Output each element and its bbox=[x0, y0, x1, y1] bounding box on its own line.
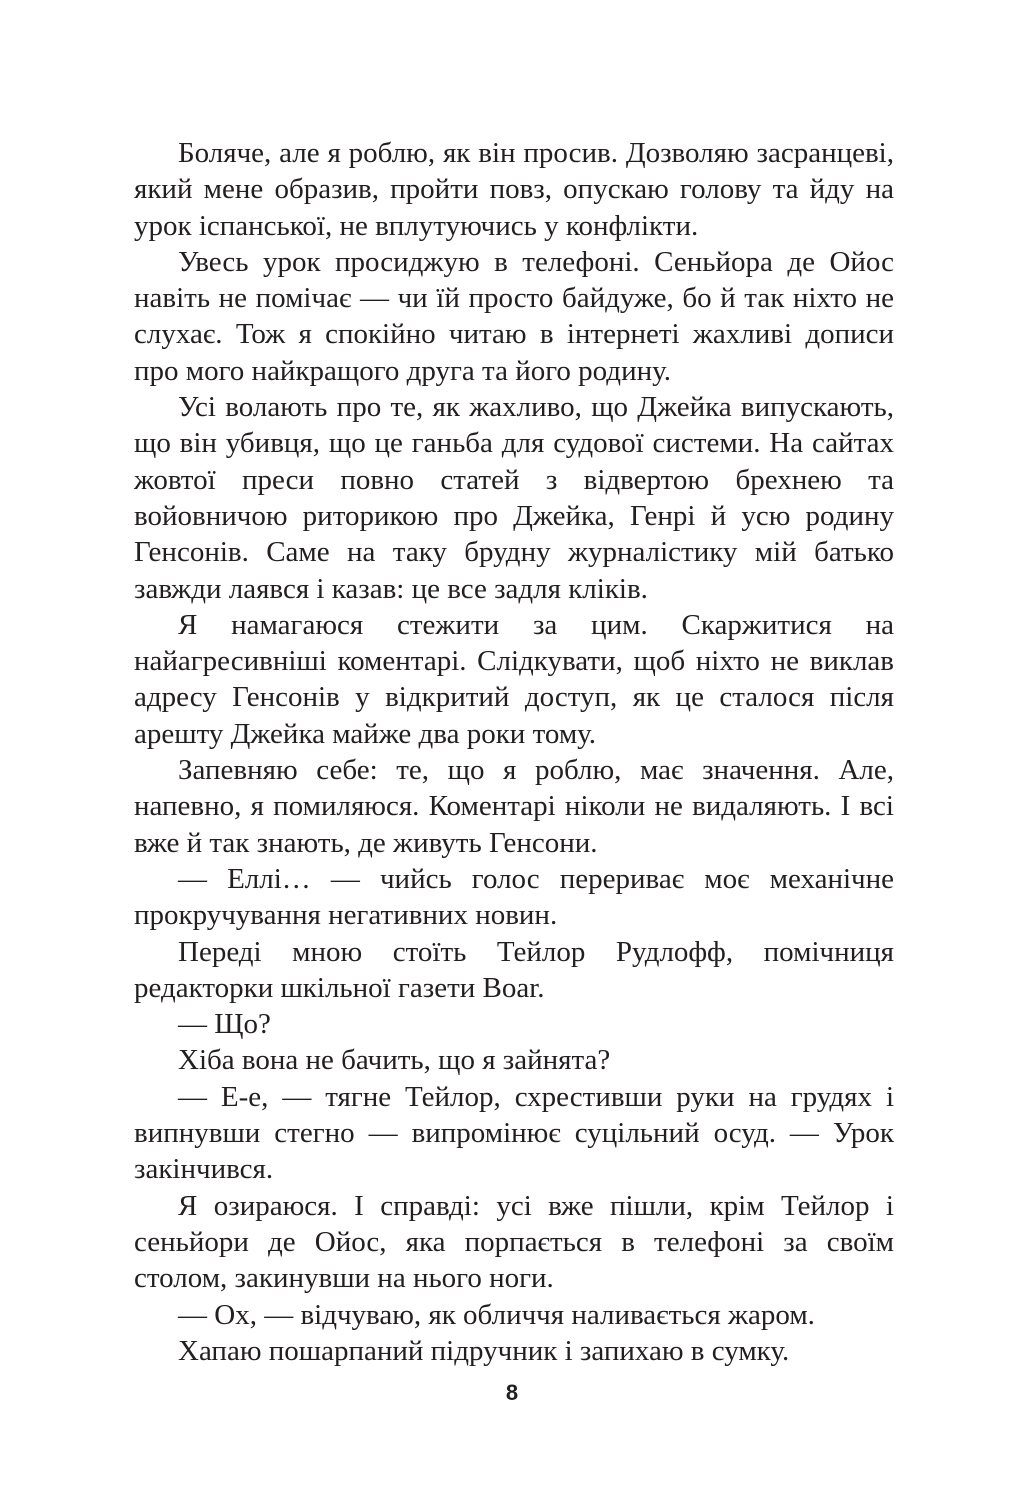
paragraph: Увесь урок просиджую в телефоні. Сеньйора де Ойос навіть не помічає — чи їй просто байдуже, бо й так ніхто не слухає. Тож я спокійно читаю в інтернеті жахливі дописи про мого найкращого друга та його родину. bbox=[134, 245, 894, 387]
paragraph: Усі волають про те, як жахливо, що Джейка випускають, що він убивця, що це ганьба для судової системи. На сайтах жовтої преси повно статей з відвертою брехнею та войовничою риторикою про Джейка, Генрі й усю родину Генсонів. Саме на таку брудну журналістику мій батько завжди лаявся і казав: це все задля кліків. bbox=[134, 391, 894, 605]
dialogue-line: — Ох, — відчуваю, як обличчя наливається жаром. bbox=[178, 1298, 815, 1331]
paragraph: Хапаю пошарпаний підручник і запихаю в сумку. bbox=[178, 1334, 790, 1367]
paragraph: Я озираюся. І справді: усі вже пішли, крім Тейлор і сеньйори де Ойос, яка порпається в телефоні за своїм столом, закинувши на нього ноги. bbox=[134, 1189, 894, 1295]
body-text bbox=[134, 135, 894, 1369]
page-number: 8 bbox=[505, 1380, 519, 1405]
paragraph: Я намагаюся стежити за цим. Скаржитися на найагресивніші коментарі. Слідкувати, щоб ніхто не виклав адресу Генсонів у відкритий доступ, як це сталося після арешту Джейка майже два роки тому. bbox=[134, 608, 894, 750]
dialogue-line: — Е-е, — тягне Тейлор, схрестивши руки на грудях і випнувши стегно — випромінює суцільний осуд. — Урок закінчився. bbox=[134, 1080, 894, 1186]
dialogue-line: — Що? bbox=[178, 1008, 271, 1041]
paragraph: Боляче, але я роблю, як він просив. Дозволяю засранцеві, який мене образив, пройти повз, опускаю голову та йду на урок іспанської, не вплутуючись у конфлікти. bbox=[134, 137, 894, 242]
dialogue-line: — Еллі… — чийсь голос перериває моє механічне прокручування негативних новин. bbox=[134, 862, 894, 932]
paragraph: Запевняю себе: те, що я роблю, має значення. Але, напевно, я помиляюся. Коментарі ніколи не видаляють. І всі вже й так знають, де живуть Генсони. bbox=[134, 754, 894, 859]
paragraph: Переді мною стоїть Тейлор Рудлофф, помічниця редакторки шкільної газети Boar. bbox=[134, 935, 894, 1004]
paragraph: Хіба вона не бачить, що я зайнята? bbox=[178, 1044, 611, 1077]
